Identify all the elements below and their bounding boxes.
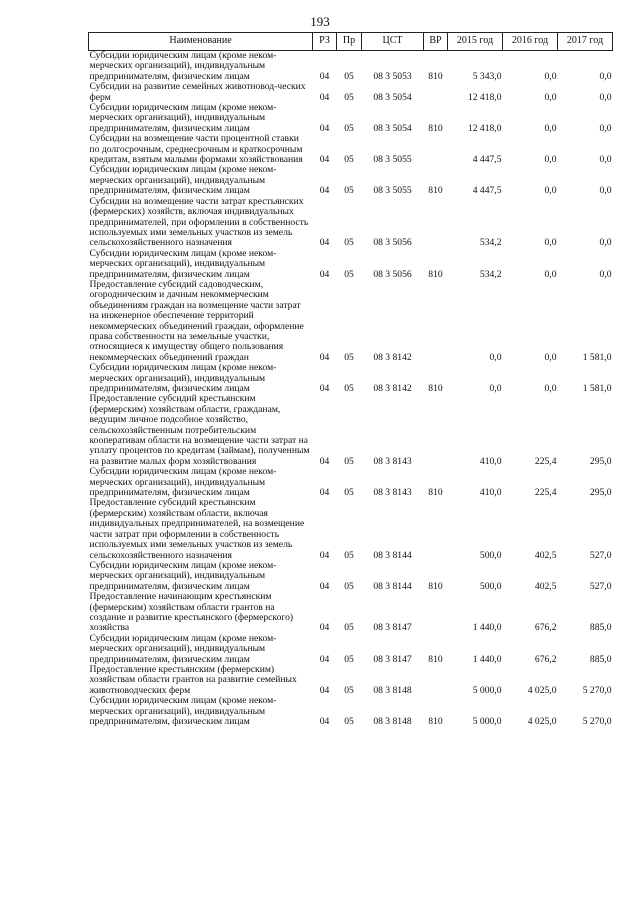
cell-vr: [424, 394, 448, 467]
cell-2015: 0,0: [489, 383, 502, 394]
cell-name: Субсидии юридическим лицам (кроме неком-мерческих организаций), индивидуальным предпринимателям, физическим лицам: [89, 102, 277, 134]
cell-pr: 05: [344, 185, 354, 197]
cell-name: Субсидии на возмещение части процентной ставки по долгосрочным, среднесрочным и краткосрочным кредитам, взятым малыми формами хозяйствования: [89, 133, 303, 166]
cell-pr: 05: [344, 580, 354, 592]
cell-rz: 04: [319, 383, 330, 394]
cell-2015: 0,0: [489, 351, 502, 363]
cell-2016: 0,0: [544, 154, 557, 166]
cell-name: Предоставление начинающим крестьянским (фермерским) хозяйствам области грантов на создание и развитие крестьянского (фермерского) хозяйства: [89, 591, 294, 634]
cell-cst: 08 3 8143: [373, 455, 412, 467]
cell-pr: 05: [344, 653, 354, 665]
cell-2015: 12 418,0: [467, 91, 502, 103]
table-row: [89, 394, 613, 467]
cell-vr: [424, 665, 448, 696]
cell-cst: 08 3 8142: [373, 383, 412, 394]
cell-2015: 5 000,0: [472, 684, 502, 696]
header-cst: ЦСТ: [362, 33, 424, 51]
table-row: [89, 51, 613, 83]
cell-pr: 05: [344, 268, 354, 280]
cell-2015: 1 440,0: [472, 622, 502, 634]
cell-vr: 810: [428, 185, 443, 197]
cell-pr: 05: [344, 237, 354, 249]
cell-2015: 5 000,0: [472, 716, 502, 727]
cell-2017: 1 581,0: [582, 383, 612, 394]
cell-pr: 05: [344, 383, 354, 394]
header-pr: Пр: [337, 33, 362, 51]
cell-pr: 05: [344, 122, 354, 134]
cell-2017: 0,0: [599, 91, 612, 103]
cell-2016: 0,0: [544, 185, 557, 197]
cell-rz: 04: [319, 487, 330, 499]
cell-pr: 05: [344, 455, 354, 467]
cell-name: Субсидии юридическим лицам (кроме неком-мерческих организаций), индивидуальным предпринимателям, физическим лицам: [89, 50, 277, 82]
cell-2017: 295,0: [589, 455, 612, 467]
cell-rz: 04: [319, 684, 330, 696]
cell-2017: 0,0: [599, 268, 612, 280]
cell-rz: 04: [319, 237, 330, 249]
cell-2015: 12 418,0: [467, 122, 502, 134]
cell-pr: 05: [344, 70, 354, 82]
cell-cst: 08 3 5055: [373, 154, 412, 166]
cell-2015: 500,0: [479, 580, 502, 592]
cell-2015: 534,2: [479, 268, 502, 280]
cell-2017: 5 270,0: [582, 716, 612, 727]
cell-rz: 04: [319, 122, 330, 134]
cell-2016: 0,0: [544, 91, 557, 103]
cell-2017: 527,0: [589, 549, 612, 561]
cell-vr: 810: [428, 122, 443, 134]
cell-pr: 05: [344, 549, 354, 561]
cell-name: Предоставление субсидий крестьянским (фермерским) хозяйствам области, включая индивидуальных предпринимателей, на возмещение части затрат при оформлении в собственность используемых ими земельных участков из земель сельскохозяйственного назначения: [89, 497, 305, 561]
cell-2017: 295,0: [589, 487, 612, 499]
table-row: [89, 634, 613, 665]
cell-cst: 08 3 8142: [373, 351, 412, 363]
cell-cst: 08 3 5055: [373, 185, 412, 197]
cell-rz: 04: [319, 580, 330, 592]
cell-vr: [424, 82, 448, 103]
cell-pr: 05: [344, 622, 354, 634]
table-header-row: [89, 33, 613, 51]
cell-name: Субсидии юридическим лицам (кроме неком-мерческих организаций), индивидуальным предпринимателям, физическим лицам: [89, 559, 277, 592]
cell-name: Субсидии юридическим лицам (кроме неком-мерческих организаций), индивидуальным предпринимателям, физическим лицам: [89, 362, 277, 394]
cell-2017: 0,0: [599, 237, 612, 249]
cell-name: Субсидии юридическим лицам (кроме неком-мерческих организаций), индивидуальным предпринимателям, физическим лицам: [89, 164, 277, 197]
cell-vr: 810: [428, 653, 443, 665]
cell-name: Субсидии юридическим лицам (кроме неком-мерческих организаций), индивидуальным предпринимателям, физическим лицам: [89, 695, 277, 727]
cell-name: Субсидии юридическим лицам (кроме неком-мерческих организаций), индивидуальным предпринимателям, физическим лицам: [89, 247, 277, 280]
cell-2016: 225,4: [534, 487, 557, 499]
table-row: [89, 696, 613, 727]
cell-pr: 05: [344, 716, 354, 727]
cell-2016: 0,0: [544, 268, 557, 280]
cell-vr: [424, 280, 448, 363]
cell-2016: 4 025,0: [527, 716, 557, 727]
cell-rz: 04: [319, 351, 330, 363]
cell-rz: 04: [319, 185, 330, 197]
cell-name: Субсидии на возмещение части затрат крестьянских (фермерских) хозяйств, включая индивидуальных предпринимателей, при оформлении в собственность используемых ими земельных участков из земель сельскохозяйственного назначения: [89, 195, 309, 249]
header-rz: РЗ: [313, 33, 337, 51]
cell-2015: 500,0: [479, 549, 502, 561]
cell-2017: 0,0: [599, 70, 612, 82]
cell-cst: 08 3 5053: [373, 70, 412, 82]
cell-pr: 05: [344, 154, 354, 166]
cell-2016: 4 025,0: [527, 684, 557, 696]
cell-rz: 04: [319, 91, 330, 103]
cell-cst: 08 3 8148: [373, 716, 412, 727]
table-row: [89, 165, 613, 196]
cell-2016: 0,0: [544, 383, 557, 394]
cell-2016: 0,0: [544, 70, 557, 82]
cell-2016: 676,2: [534, 622, 557, 634]
table-row: [89, 363, 613, 394]
cell-pr: 05: [344, 487, 354, 499]
cell-rz: 04: [319, 455, 330, 467]
cell-vr: 810: [428, 487, 443, 499]
page-number: 193: [310, 14, 330, 29]
header-2017: 2017 год: [558, 33, 613, 51]
cell-2015: 4 447,5: [472, 185, 502, 197]
cell-2017: 885,0: [589, 653, 612, 665]
cell-cst: 08 3 5054: [373, 122, 412, 134]
cell-2017: 885,0: [589, 622, 612, 634]
cell-2015: 410,0: [479, 487, 502, 499]
cell-cst: 08 3 5054: [373, 91, 412, 103]
cell-cst: 08 3 8144: [373, 549, 412, 561]
cell-2016: 402,5: [534, 580, 557, 592]
cell-2017: 1 581,0: [582, 351, 612, 363]
cell-2016: 0,0: [544, 122, 557, 134]
cell-2016: 0,0: [544, 351, 557, 363]
cell-2017: 0,0: [599, 185, 612, 197]
cell-2017: 0,0: [599, 122, 612, 134]
table-row: [89, 82, 613, 103]
cell-cst: 08 3 5056: [373, 268, 412, 280]
budget-table: [88, 32, 613, 727]
cell-rz: 04: [319, 154, 330, 166]
header-2016: 2016 год: [503, 33, 558, 51]
cell-rz: 04: [319, 70, 330, 82]
cell-name: Предоставление субсидий крестьянским (фермерским) хозяйствам области, гражданам, ведущим личное подсобное хозяйство, сельскохозяйственным потребительским кооперативам области на возмещение части затрат на уплату процентов по кредитам (займам), полученным на развитие малых форм хозяйствования: [89, 393, 310, 467]
cell-2016: 0,0: [544, 237, 557, 249]
table-body: [89, 51, 613, 728]
cell-cst: 08 3 8147: [373, 653, 412, 665]
cell-cst: 08 3 5056: [373, 237, 412, 249]
cell-vr: 810: [428, 268, 443, 280]
cell-rz: 04: [319, 653, 330, 665]
cell-vr: 810: [428, 580, 443, 592]
cell-vr: 810: [428, 383, 443, 394]
cell-name: Субсидии на развитие семейных животновод-ческих ферм: [89, 81, 306, 103]
cell-rz: 04: [319, 549, 330, 561]
cell-vr: 810: [428, 70, 443, 82]
cell-rz: 04: [319, 622, 330, 634]
table-row: [89, 280, 613, 363]
cell-2016: 676,2: [534, 653, 557, 665]
cell-cst: 08 3 8144: [373, 580, 412, 592]
cell-pr: 05: [344, 91, 354, 103]
cell-rz: 04: [319, 268, 330, 280]
cell-2017: 5 270,0: [582, 684, 612, 696]
cell-rz: 04: [319, 716, 330, 727]
header-name: Наименование: [89, 33, 313, 51]
cell-2015: 1 440,0: [472, 653, 502, 665]
cell-vr: [424, 498, 448, 560]
cell-2015: 4 447,5: [472, 154, 502, 166]
cell-2015: 534,2: [479, 237, 502, 249]
cell-vr: [424, 592, 448, 634]
cell-vr: 810: [428, 716, 443, 727]
cell-name: Предоставление крестьянским (фермерским) хозяйствам области грантов на развитие семейных животноводческих ферм: [89, 663, 297, 696]
cell-2017: 0,0: [599, 154, 612, 166]
header-2015: 2015 год: [448, 33, 503, 51]
cell-name: Субсидии юридическим лицам (кроме неком-мерческих организаций), индивидуальным предпринимателям, физическим лицам: [89, 632, 277, 665]
cell-vr: [424, 134, 448, 165]
cell-cst: 08 3 8148: [373, 684, 412, 696]
table-row: [89, 197, 613, 249]
header-vr: ВР: [424, 33, 448, 51]
cell-pr: 05: [344, 684, 354, 696]
cell-cst: 08 3 8143: [373, 487, 412, 499]
cell-2015: 410,0: [479, 455, 502, 467]
cell-2015: 5 343,0: [472, 70, 502, 82]
cell-2017: 527,0: [589, 580, 612, 592]
cell-cst: 08 3 8147: [373, 622, 412, 634]
cell-name: Предоставление субсидий садоводческим, огородническим и дачным некоммерческим объединениям граждан на возмещение части затрат на инженерное обеспечение территорий некоммерческих объединений граждан, оформление права собственности на земельные участки, относящиеся к имуществу общего пользования некоммерческих объединений граждан: [89, 278, 304, 363]
table-row: [89, 665, 613, 696]
table-row: [89, 249, 613, 280]
table-row: [89, 134, 613, 165]
cell-pr: 05: [344, 351, 354, 363]
table-row: [89, 561, 613, 592]
table-row: [89, 592, 613, 634]
table-row: [89, 103, 613, 134]
cell-2016: 225,4: [534, 455, 557, 467]
cell-name: Субсидии юридическим лицам (кроме неком-мерческих организаций), индивидуальным предпринимателям, физическим лицам: [89, 466, 277, 499]
cell-vr: [424, 197, 448, 249]
cell-2016: 402,5: [534, 549, 557, 561]
table-row: [89, 467, 613, 498]
table-row: [89, 498, 613, 560]
